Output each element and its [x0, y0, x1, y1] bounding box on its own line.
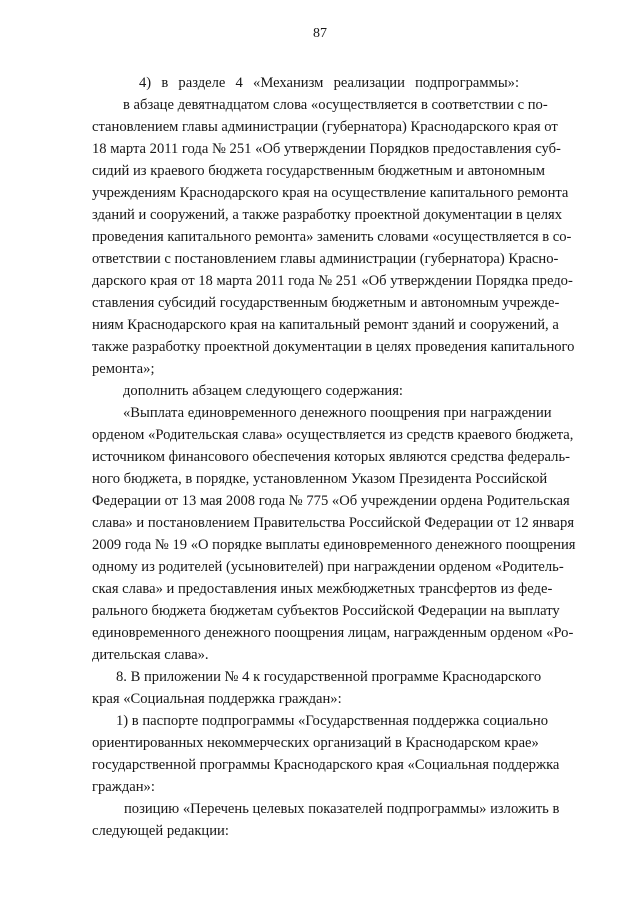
text-line: государственной программы Краснодарского края «Социальная поддержка — [92, 757, 560, 773]
text-line: «Выплата единовременного денежного поощрения при награждении — [123, 405, 552, 421]
text-line: ответствии с постановлением главы администрации (губернатора) Красно- — [92, 251, 559, 267]
text-line: ставления субсидий государственным бюджетным и автономным учрежде- — [92, 295, 560, 311]
text-line: учреждениям Краснодарского края на осуществление капитального ремонта — [92, 185, 569, 201]
text-line: 4) в разделе 4 «Механизм реализации подпрограммы»: — [139, 75, 519, 91]
text-line: рального бюджета бюджетам субъектов Российской Федерации на выплату — [92, 603, 560, 619]
text-line: одному из родителей (усыновителей) при награждении орденом «Родитель- — [92, 559, 564, 575]
text-line: 18 марта 2011 года № 251 «Об утверждении Порядков предоставления суб- — [92, 141, 561, 157]
text-line: становлением главы администрации (губернатора) Краснодарского края от — [92, 119, 558, 135]
text-line: проведения капитального ремонта» заменить словами «осуществляется в со- — [92, 229, 572, 245]
text-line: орденом «Родительская слава» осуществляется из средств краевого бюджета, — [92, 427, 574, 443]
text-line: слава» и постановлением Правительства Российской Федерации от 12 января — [92, 515, 575, 531]
text-line: Федерации от 13 мая 2008 года № 775 «Об учреждении ордена Родительская — [92, 493, 570, 509]
text-line: ниям Краснодарского края на капитальный ремонт зданий и сооружений, а — [92, 317, 559, 333]
text-line: также разработку проектной документации в целях проведения капитального — [92, 339, 575, 355]
text-line: дополнить абзацем следующего содержания: — [123, 383, 403, 399]
text-line: ремонта»; — [92, 361, 155, 377]
text-line: 2009 года № 19 «О порядке выплаты единовременного денежного поощрения — [92, 537, 576, 553]
text-line: ного бюджета, в порядке, установленном Указом Президента Российской — [92, 471, 548, 487]
text-line: зданий и сооружений, а также разработку проектной документации в целях — [92, 207, 562, 223]
text-line: сидий из краевого бюджета государственным бюджетным и автономным — [92, 163, 545, 179]
text-line: 8. В приложении № 4 к государственной программе Краснодарского — [116, 669, 542, 685]
text-line: в абзаце девятнадцатом слова «осуществляется в соответствии с по- — [123, 97, 548, 113]
text-line: края «Социальная поддержка граждан»: — [92, 691, 342, 707]
text-line: ориентированных некоммерческих организаций в Краснодарском крае» — [92, 735, 539, 751]
text-line: следующей редакции: — [92, 823, 229, 839]
text-line: единовременного денежного поощрения лицам, награжденным орденом «Ро- — [92, 625, 574, 641]
text-line: дительская слава». — [92, 647, 209, 663]
text-line: 1) в паспорте подпрограммы «Государственная поддержка социально — [116, 713, 549, 729]
text-line: дарского края от 18 марта 2011 года № 251 «Об утверждении Порядка предо- — [92, 273, 573, 289]
text-line: ская слава» и предоставления иных межбюджетных трансфертов из феде- — [92, 581, 553, 597]
page-number: 87 — [313, 26, 327, 41]
text-line: граждан»: — [92, 779, 155, 795]
text-line: источником финансового обеспечения которых являются средства федераль- — [92, 449, 570, 465]
text-line: позицию «Перечень целевых показателей подпрограммы» изложить в — [124, 801, 560, 817]
